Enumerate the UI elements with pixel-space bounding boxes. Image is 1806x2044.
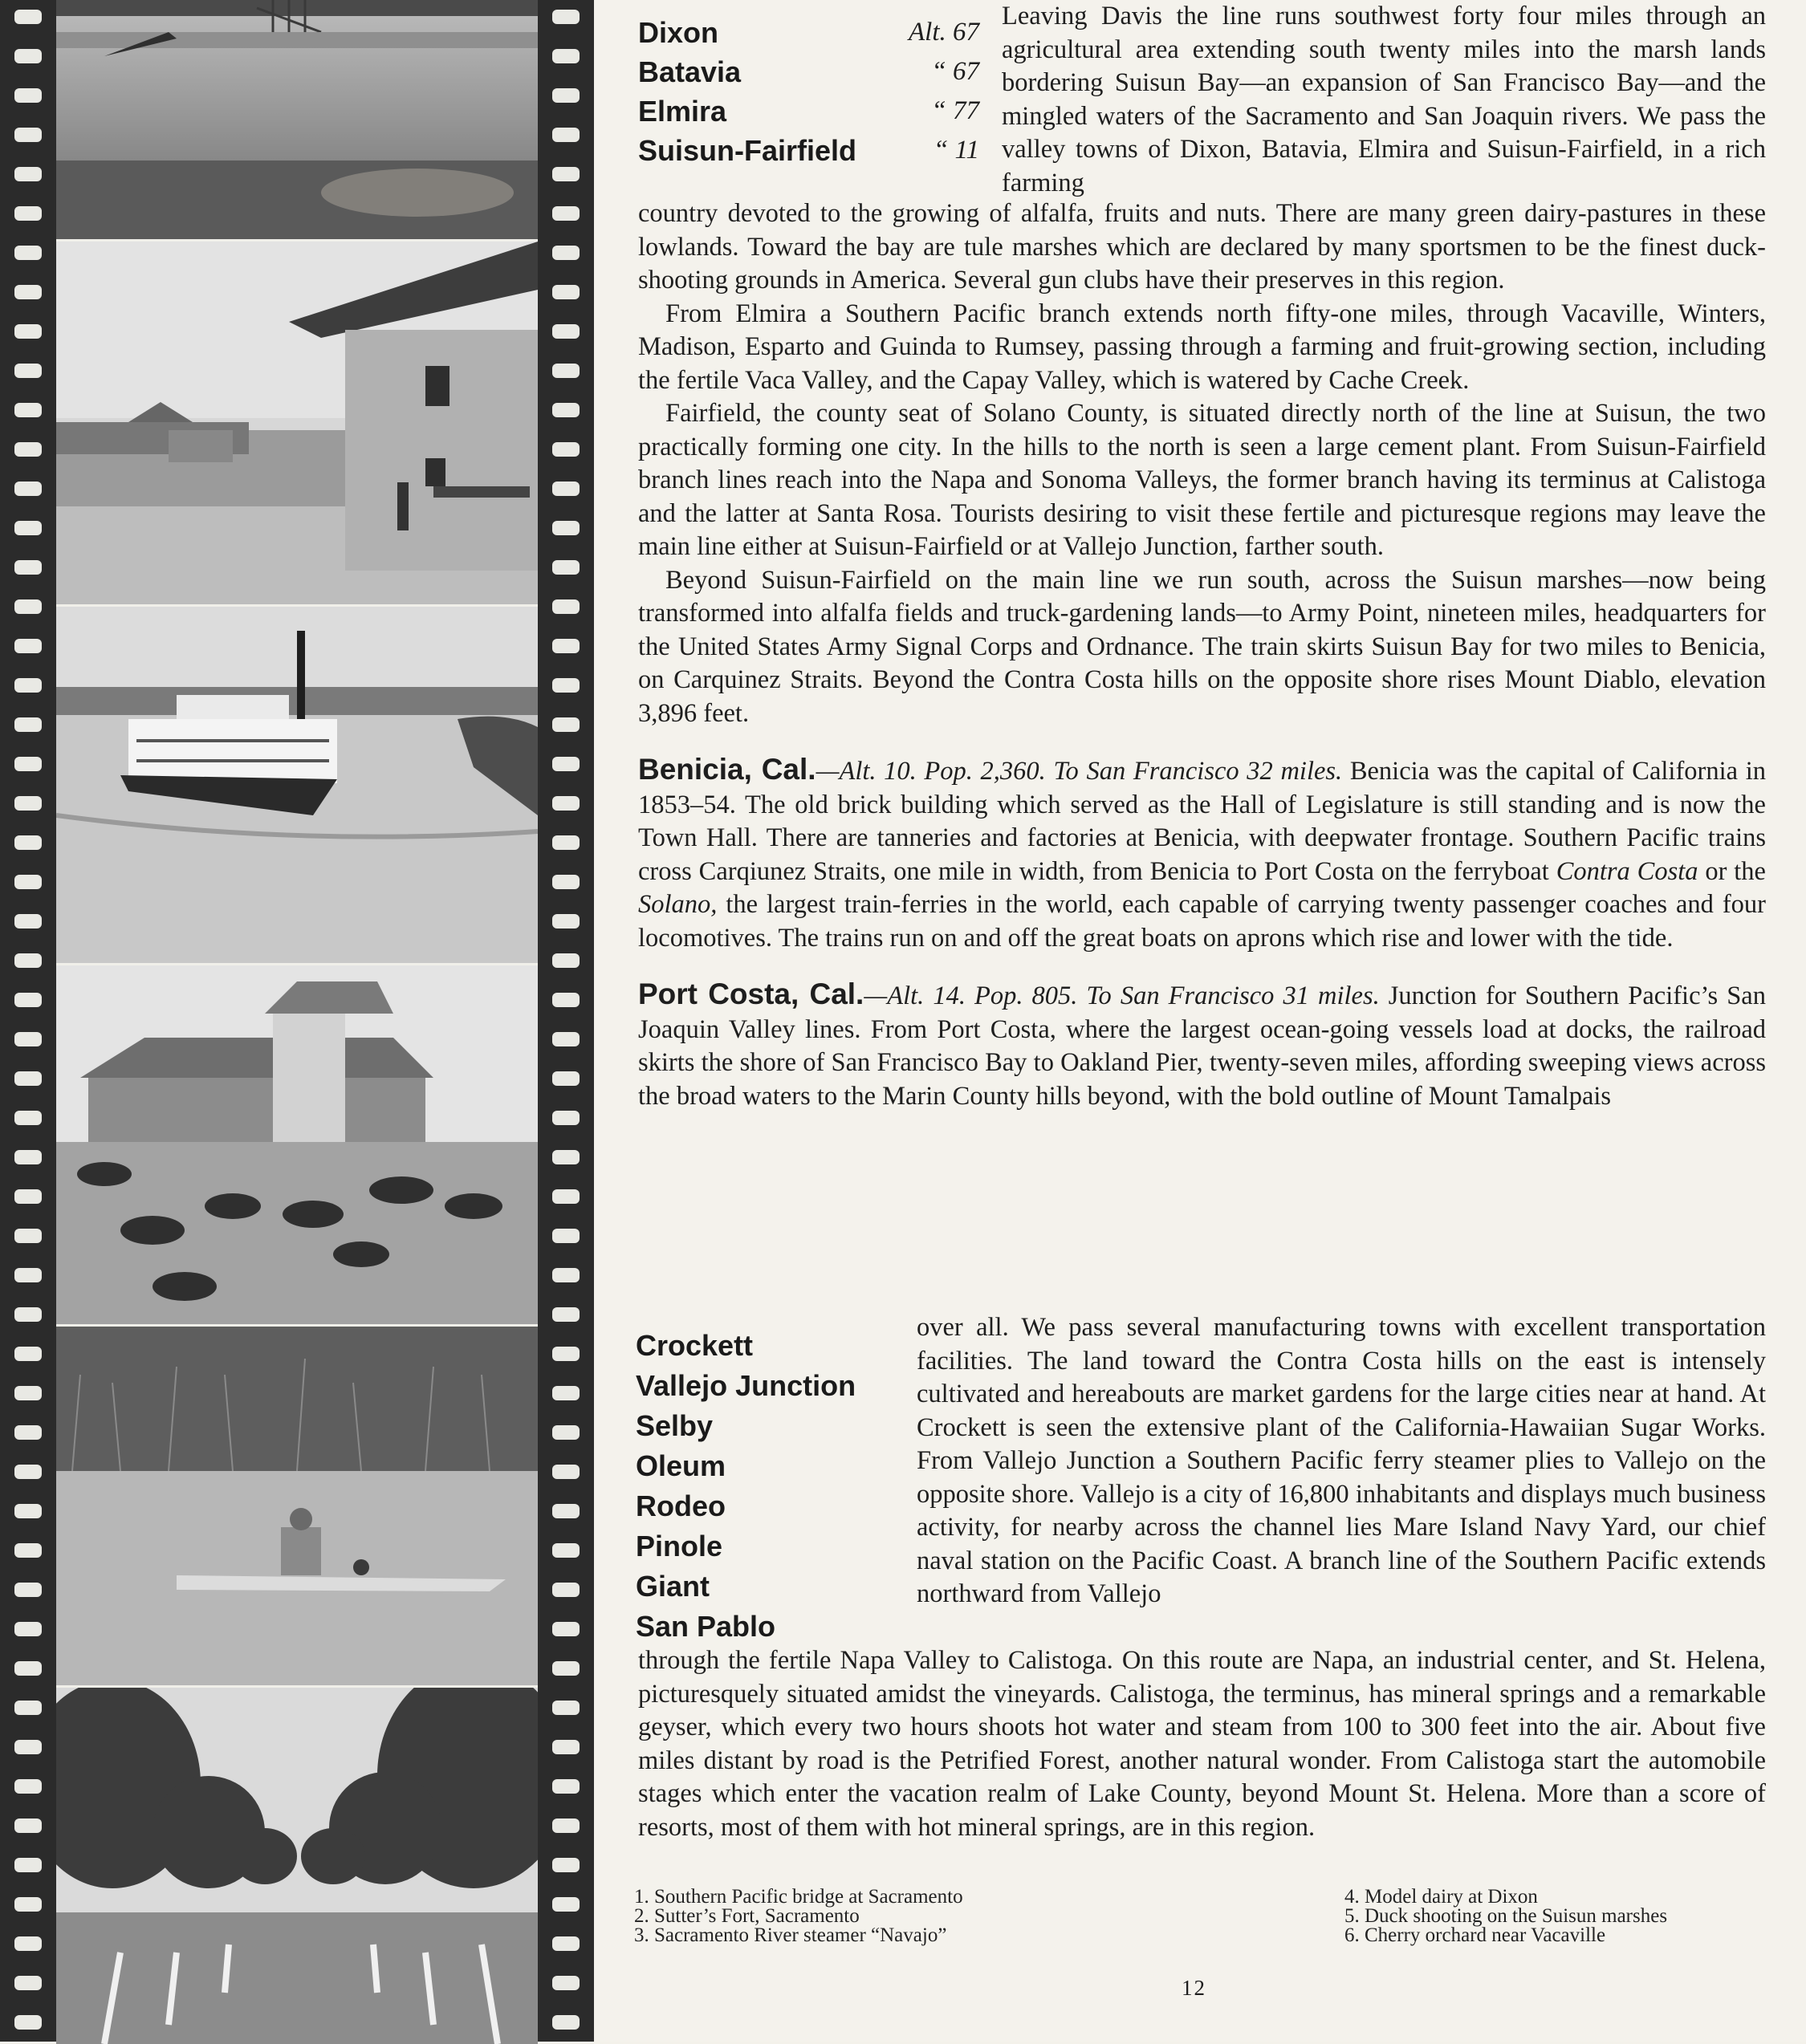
paragraph-beyond-suisun: Beyond Suisun-Fairfield on the main line we run south, across the Suisun marshes—now being transformed into alfalfa fields and truck-gardening lands—to Army Point, nineteen miles, headquarters for the United States Army Signal Corps and Ordnance. The train skirts Suisun Bay for two miles to Benicia, on Carquinez Straits. Beyond the Contra Costa hills on the opposite shore rises Mount Diablo, elevation 3,896 feet. <box>638 565 1766 728</box>
film-sprocket-hole <box>552 88 580 103</box>
film-sprocket-hole <box>552 206 580 221</box>
intro-continuation: country devoted to the growing of alfalfa, fruits and nuts. There are many green dairy-pastures in these lowlands. Toward the bay are tule marshes which are declared by many sportsmen to be the finest duck-shooting grounds in America. Several gun clubs have their preserves in this region. <box>638 199 1766 295</box>
station-name: Giant <box>636 1570 710 1603</box>
film-sprocket-hole <box>14 167 42 181</box>
station-name: Crockett <box>636 1329 754 1362</box>
film-sprocket-hole <box>14 1740 42 1754</box>
film-sprocket-hole <box>14 1268 42 1282</box>
film-sprocket-hole <box>552 1268 580 1282</box>
benicia-text: Benicia was the capital of California in 1853–54. The old brick building which served as the Hall of Legislature is still standing and is now the Town Hall. There are tanneries and factories at Benicia, with deepwater frontage. Southern Pacific trains cross Carqiunez Straits, one mile in width, from Benicia to Port Costa on the ferryboat <box>638 757 1766 886</box>
photo-captions-left <box>634 1888 1196 1945</box>
film-sprocket-hole <box>14 1307 42 1322</box>
station-name: Suisun-Fairfield <box>638 134 857 167</box>
ferry-name: Solano, <box>638 890 718 919</box>
photo-dairy-dixon <box>56 963 538 1327</box>
film-sprocket-hole <box>14 2015 42 2030</box>
station-name: Dixon <box>638 16 719 49</box>
film-sprocket-hole <box>14 1779 42 1794</box>
film-sprocket-hole <box>552 1425 580 1440</box>
film-sprocket-hole <box>552 285 580 299</box>
film-sprocket-hole <box>14 364 42 378</box>
film-sprocket-hole <box>14 1858 42 1872</box>
film-sprocket-hole <box>14 1976 42 1990</box>
film-sprocket-hole <box>552 49 580 63</box>
film-sprocket-hole <box>552 1032 580 1046</box>
film-sprocket-hole <box>552 482 580 496</box>
film-sprocket-hole <box>14 1150 42 1164</box>
station-altitude: “ 67 <box>931 57 979 86</box>
film-sprocket-hole <box>14 1818 42 1833</box>
photo-caption: 4. Model dairy at Dixon <box>1344 1886 1538 1908</box>
film-sprocket-hole <box>552 1976 580 1990</box>
photo-caption: 6. Cherry orchard near Vacaville <box>1344 1924 1606 1946</box>
film-sprocket-hole <box>552 1622 580 1636</box>
section-benicia <box>638 753 1766 955</box>
film-sprocket-hole <box>14 1661 42 1676</box>
film-sprocket-hole <box>552 757 580 771</box>
film-sprocket-hole <box>552 1189 580 1204</box>
section-port-costa <box>638 977 1766 1113</box>
film-strip <box>0 0 594 2042</box>
film-sprocket-hole <box>552 1661 580 1676</box>
film-sprocket-hole <box>552 717 580 732</box>
film-sprocket-hole <box>14 1465 42 1479</box>
film-sprocket-hole <box>14 1583 42 1597</box>
port-costa-side-text: over all. We pass several manufacturing towns with excellent transportation facilities. The land toward the Contra Costa hills on the east is intensely cultivated and hereabouts are market gardens for the large cities near at hand. At Crockett is seen the extensive plant of the California-Hawaiian Sugar Works. From Vallejo Junction a Southern Pacific ferry steamer plies to Vallejo on the opposite shore. Vallejo is a city of 16,800 inhabitants and displays much business activity, for nearby across the channel lies Mare Island Navy Yard, our chief naval station on the Pacific Coast. A branch line of the Southern Pacific extends northward from Vallejo <box>917 1313 1766 1608</box>
film-sprocket-hole <box>14 678 42 693</box>
film-sprocket-hole <box>552 1229 580 1243</box>
film-sprocket-hole <box>14 246 42 260</box>
film-sprocket-hole <box>14 128 42 142</box>
film-sprocket-hole <box>552 10 580 24</box>
photo-sutters-fort <box>56 239 538 607</box>
film-sprocket-hole <box>552 1071 580 1086</box>
photo-caption: 3. Sacramento River steamer “Navajo” <box>634 1924 947 1946</box>
film-sprocket-hole <box>552 875 580 889</box>
photo-cherry-orchard <box>56 1685 538 2044</box>
film-sprocket-hole <box>14 639 42 653</box>
film-sprocket-hole <box>552 167 580 181</box>
film-sprocket-hole <box>552 2015 580 2030</box>
film-sprocket-hole <box>552 1583 580 1597</box>
film-sprocket-hole <box>552 1701 580 1715</box>
film-sprocket-hole <box>14 206 42 221</box>
film-sprocket-hole <box>14 1701 42 1715</box>
film-sprocket-hole <box>14 953 42 968</box>
photo-caption: 1. Southern Pacific bridge at Sacramento <box>634 1886 963 1908</box>
heading-benicia: Benicia, Cal. <box>638 753 816 786</box>
film-sprocket-hole <box>14 1111 42 1125</box>
film-sprockets-right <box>538 0 594 2042</box>
station-name: Elmira <box>638 95 727 128</box>
film-sprocket-hole <box>552 1111 580 1125</box>
port-costa-after-text: through the fertile Napa Valley to Calistoga. On this route are Napa, an industrial center, and St. Helena, picturesquely situated amidst the vineyards. Calistoga, the terminus, has mineral springs and a remarkable geyser, which every two hours shoots hot water and steam from 100 to 300 feet into the air. About five miles distant by road is the Petrified Forest, another natural wonder. From Calistoga start the automobile stages which enter the vacation realm of Lake County, beyond Mount St. Helena. More than a score of resorts, most of them with hot mineral springs, are in this region. <box>638 1646 1766 1842</box>
film-sprocket-hole <box>552 1386 580 1400</box>
film-sprocket-hole <box>552 128 580 142</box>
film-sprocket-hole <box>14 1543 42 1558</box>
photo-steamer-navajo <box>56 604 538 965</box>
film-sprocket-hole <box>14 521 42 535</box>
film-sprocket-hole <box>14 1504 42 1518</box>
film-sprocket-hole <box>14 1032 42 1046</box>
film-sprocket-hole <box>552 1543 580 1558</box>
film-sprocket-hole <box>552 1858 580 1872</box>
film-sprocket-hole <box>14 1622 42 1636</box>
film-sprocket-hole <box>14 835 42 850</box>
film-sprocket-hole <box>552 1740 580 1754</box>
film-sprocket-hole <box>14 717 42 732</box>
station-list-bottom <box>636 1326 901 1647</box>
station-name: Oleum <box>636 1449 726 1482</box>
film-sprocket-hole <box>552 599 580 614</box>
film-sprocket-hole <box>552 324 580 339</box>
benicia-meta: —Alt. 10. Pop. 2,360. To San Francisco 32 miles. <box>816 757 1343 786</box>
main-text-column <box>638 197 1766 1113</box>
film-sprocket-hole <box>14 1897 42 1912</box>
station-altitudes-top <box>867 13 979 170</box>
film-sprocket-hole <box>14 1229 42 1243</box>
film-sprocket-hole <box>552 914 580 929</box>
paragraph-fairfield: Fairfield, the county seat of Solano County, is situated directly north of the line at Suisun, the two practically forming one city. In the hills to the north is seen a large cement plant. From Suisun-Fairfield branch lines reach into the Napa and Sonoma Valleys, the former branch having its terminus at Calistoga and the latter at Santa Rosa. Tourists desiring to visit these fertile and picturesque regions may leave the main line either at Suisun-Fairfield or at Vallejo Junction, farther south. <box>638 399 1766 561</box>
film-sprocket-hole <box>14 1347 42 1361</box>
station-altitude: “ 77 <box>931 96 979 125</box>
photo-captions-right <box>1344 1888 1778 1945</box>
film-sprocket-hole <box>14 403 42 417</box>
port-costa-meta: —Alt. 14. Pop. 805. To San Francisco 31 miles. <box>864 981 1380 1010</box>
film-sprocket-hole <box>14 1425 42 1440</box>
station-list-top <box>638 13 879 170</box>
film-sprocket-hole <box>14 88 42 103</box>
film-sprocket-hole <box>14 875 42 889</box>
station-name: Rodeo <box>636 1489 726 1522</box>
station-name: Selby <box>636 1409 714 1442</box>
film-sprocket-hole <box>552 1779 580 1794</box>
film-sprocket-hole <box>552 1897 580 1912</box>
film-sprocket-hole <box>552 639 580 653</box>
station-name: San Pablo <box>636 1610 776 1643</box>
film-sprocket-hole <box>552 796 580 811</box>
film-sprocket-hole <box>14 324 42 339</box>
station-altitude: “ 11 <box>933 136 979 165</box>
film-sprocket-hole <box>552 364 580 378</box>
film-sprocket-hole <box>14 757 42 771</box>
photo-bridge-sacramento <box>56 0 538 239</box>
film-sprocket-hole <box>552 835 580 850</box>
intro-paragraph: Leaving Davis the line runs southwest forty four miles through an agricultural area extending south twenty miles into the marsh lands bordering Suisun Bay—an expansion of San Francisco Bay—and the mingled waters of the Sacramento and San Joaquin rivers. We pass the valley towns of Dixon, Batavia, Elmira and Suisun-Fairfield, in a rich farming <box>1002 2 1766 197</box>
film-sprocket-hole <box>14 1189 42 1204</box>
film-sprocket-hole <box>14 560 42 575</box>
film-sprocket-hole <box>552 442 580 457</box>
page-number: 12 <box>1182 1976 1206 2000</box>
film-sprocket-hole <box>552 1818 580 1833</box>
film-sprocket-hole <box>552 560 580 575</box>
film-sprockets-left <box>0 0 56 2042</box>
film-sprocket-hole <box>14 1386 42 1400</box>
port-costa-text: Junction for Southern Pacific’s San Joaquin Valley lines. From Port Costa, where the largest ocean-going vessels load at docks, the railroad skirts the shore of San Francisco Bay to Oakland Pier, twenty-seven miles, affording sweeping views across the broad waters to the Marin County hills beyond, with the bold outline of Mount Tamalpais <box>638 981 1766 1111</box>
station-name: Batavia <box>638 55 742 88</box>
film-sprocket-hole <box>552 521 580 535</box>
film-sprocket-hole <box>14 442 42 457</box>
photo-caption: 2. Sutter’s Fort, Sacramento <box>634 1905 860 1927</box>
film-sprocket-hole <box>14 285 42 299</box>
film-sprocket-hole <box>552 1936 580 1951</box>
film-sprocket-hole <box>552 246 580 260</box>
film-sprocket-hole <box>552 1504 580 1518</box>
film-sprocket-hole <box>14 993 42 1007</box>
photo-duck-shooting <box>56 1324 538 1688</box>
film-sprocket-hole <box>552 1307 580 1322</box>
benicia-text-join: or the <box>1698 856 1766 886</box>
station-altitude: Alt. 67 <box>909 18 979 47</box>
photo-caption: 5. Duck shooting on the Suisun marshes <box>1344 1905 1668 1927</box>
film-sprocket-hole <box>14 796 42 811</box>
film-sprocket-hole <box>552 1465 580 1479</box>
film-sprocket-hole <box>14 49 42 63</box>
film-sprocket-hole <box>552 1150 580 1164</box>
film-sprocket-hole <box>552 1347 580 1361</box>
film-sprocket-hole <box>14 599 42 614</box>
station-name: Vallejo Junction <box>636 1369 856 1402</box>
ferry-name: Contra Costa <box>1556 856 1698 886</box>
heading-port-costa: Port Costa, Cal. <box>638 977 864 1010</box>
film-sprocket-hole <box>14 1071 42 1086</box>
film-sprocket-hole <box>14 1936 42 1951</box>
film-sprocket-hole <box>552 953 580 968</box>
station-name: Pinole <box>636 1530 723 1562</box>
film-sprocket-hole <box>14 482 42 496</box>
film-sprocket-hole <box>552 993 580 1007</box>
paragraph-elmira-branch: From Elmira a Southern Pacific branch extends north fifty-one miles, through Vacaville, Winters, Madison, Esparto and Guinda to Rumsey, passing through a farming and fruit-growing section, including the fertile Vaca Valley, and the Capay Valley, which is watered by Cache Creek. <box>638 299 1766 395</box>
film-sprocket-hole <box>14 914 42 929</box>
film-sprocket-hole <box>552 403 580 417</box>
film-sprocket-hole <box>552 678 580 693</box>
film-sprocket-hole <box>14 10 42 24</box>
benicia-text-end: the largest train-ferries in the world, each capable of carrying twenty passenger coaches and four locomotives. The trains run on and off the great boats on aprons which rise and lower with the tide. <box>638 890 1766 953</box>
